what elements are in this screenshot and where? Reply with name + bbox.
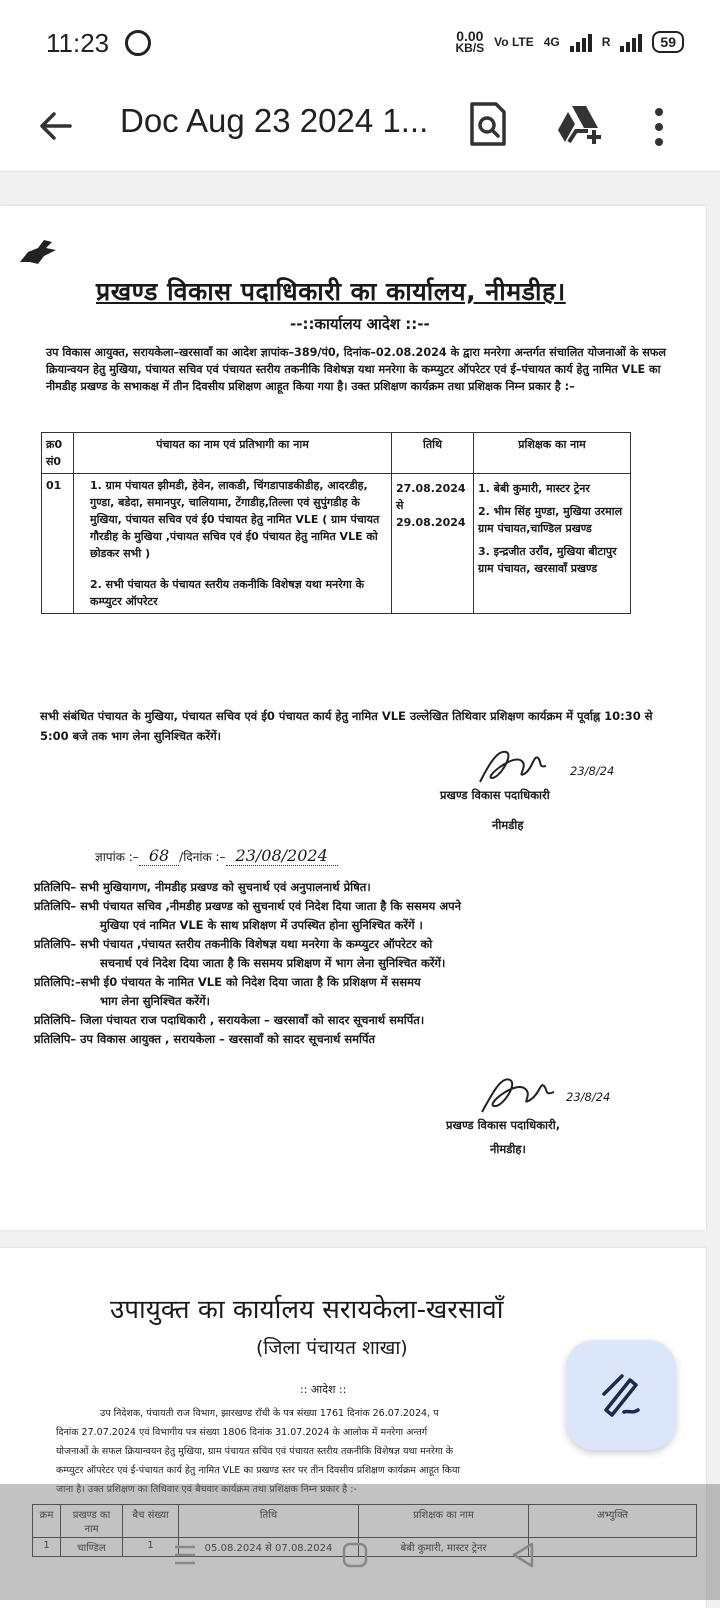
copy-line: प्रतिलिपि– जिला पंचायत राज पदाधिकारी , सरायकेला – खरसावाँ को सादर सूचनार्थ समर्पित।: [34, 1013, 425, 1027]
pen-edit-icon: [600, 1372, 644, 1418]
whatsapp-icon: [125, 30, 151, 56]
back-arrow-icon[interactable]: [36, 106, 76, 146]
intro-line: कम्प्युटर ऑपरेटर एवं ई-पंचायत कार्य हेतु नामित VLE का प्रखण्ड स्तर पर तीन दिवसीय प्रशिक्षण कार्यक्रम आहूत किया: [56, 1465, 460, 1476]
intro-line: उप निदेशक, पंचायती राज विभाग, झारखण्ड राँची के पत्र संख्या 1761 दिनांक 26.07.2024, प: [100, 1408, 439, 1419]
status-time: 11:23: [46, 28, 110, 58]
copy-line: प्रतिलिपि– सभी पंचायत सचिव ,नीमडीह प्रखण्ड को सुचनार्थ एवं निदेश दिया जाता है कि ससमय अपने: [34, 899, 462, 913]
intro-paragraph: उप विकास आयुक्त, सरायकेला–खरसावाँ का आदेश ज्ञापांक–389/पं0, दिनांक–02.08.2024 के द्वारा मनरेगा अन्तर्गत संचालित योजनाओं के सफल क्रियान्वयन हेतु मुखिया, पंचायत सचिव एवं पंचायत स्तरीय तकनीकि विशेषज्ञ यथा मनरेगा के कम्प्युटर ऑपरेटर एवं ई–पंचायत कार्य हेतु नामित VLE का नीमडीह प्रखण्ड के सभाकक्ष में तीन दिवसीय प्रशिक्षण आहूत किया गया है। उक्त प्रशिक्षण कार्यक्रम तथा प्रशिक्षक निम्न प्रकार है :–: [46, 346, 666, 393]
memo-date: 23/08/2024: [226, 846, 338, 866]
participants-1: 1. ग्राम पंचायत झीमडी, हेवेन, लाकडी, चिंगडापाडकीडीह, आदरडीह, गुण्डा, बडेदा, समानपुर, चालियामा, टेंगाडीह,तिल्ला एवं सुपुंगडीह के मुखिया, पंचायत सचिव एवं ई0 पंचायत हेतु नामित VLE ( ग्राम पंचायत गौरडीह के मुखिया ,पंचायत सचिव एवं ई0 पंचायत हेतु नामित VLE को छोडकर सभी ): [90, 479, 380, 560]
trainer-1: 1. बेबी कुमारी, मास्टर ट्रेनर: [478, 482, 590, 495]
document-title: Doc Aug 23 2024 1...: [120, 102, 429, 139]
signatory-place-2: नीमडीह।: [490, 1142, 526, 1156]
trainer-2: 2. भीम सिंह मुण्डा, मुखिया उरमाल ग्राम पंचायत,चाण्डिल प्रखण्ड: [478, 505, 623, 535]
copy-line: भाग लेना सुनिश्चित करेंगें।: [100, 994, 210, 1008]
signatory-2: प्रखण्ड विकास पदाधिकारी,: [446, 1118, 561, 1132]
edit-fab-button[interactable]: [566, 1340, 676, 1450]
col-date: तिथि: [392, 433, 474, 474]
date-from: 27.08.2024: [396, 482, 466, 495]
memo-date-label: /दिनांक :–: [179, 850, 226, 864]
col-batch: बैच संख्या: [123, 1505, 179, 1538]
row-dates: [392, 474, 474, 614]
date-separator: से: [396, 499, 404, 512]
col-serial: क्रम: [33, 1505, 61, 1538]
col-serial: क्र0 सं0: [42, 433, 74, 474]
col-date: तिथि: [179, 1505, 359, 1538]
copy-line: प्रतिलिपि– उप विकास आयुक्त , सरायकेला – खरसावाँ को सादर सूचनार्थ समर्पित: [34, 1032, 376, 1046]
document-page-1: [0, 206, 706, 1230]
cell: बेबी कुमारी, मास्टर ट्रेनर: [359, 1538, 529, 1557]
signatory-place-1: नीमडीह: [492, 818, 524, 832]
training-table: [41, 432, 631, 614]
roaming-label: R: [601, 35, 611, 49]
status-icons: [456, 30, 685, 54]
battery-icon: 59: [652, 31, 684, 53]
intro-line: जाना है। उक्त प्रशिक्षण का तिथिवार एवं बैचवार कार्यक्रम तथा प्रशिक्षक निम्न प्रकार है :-: [56, 1484, 357, 1495]
document-search-icon[interactable]: [466, 100, 510, 148]
branch-title: (जिला पंचायत शाखा): [256, 1337, 408, 1359]
participants-2: 2. सभी पंचायत के पंचायत स्तरीय तकनीकि विशेषज्ञ यथा मनरेगा के कम्प्युटर ऑपरेटर: [90, 578, 365, 608]
signal-1-icon: [570, 32, 592, 52]
col-remarks: अभ्युक्ति: [529, 1505, 697, 1538]
signature-date-2: 23/8/24: [566, 1090, 611, 1104]
memo-label: ज्ञापांक :–: [95, 850, 139, 864]
emblem-mark: [18, 236, 62, 266]
back-nav-icon[interactable]: [508, 1540, 538, 1570]
order-title: --::कार्यालय आदेश ::--: [290, 315, 430, 333]
col-block: प्रखण्ड का नाम: [61, 1505, 123, 1538]
recents-icon[interactable]: [170, 1540, 200, 1570]
copy-line: मुखिया एवं नामित VLE के साथ प्रशिक्षण में उपस्थित होना सुनिश्चित करेंगें ।: [100, 918, 423, 932]
order-title-2: :: आदेश ::: [300, 1383, 347, 1396]
cell: 1: [123, 1538, 179, 1557]
copy-line: प्रतिलिपि– सभी पंचायत ,पंचायत स्तरीय तकनीकि विशेषज्ञ यथा मनरेगा के कम्प्युटर ऑपरेटर को: [34, 937, 433, 951]
office-title-2: उपायुक्त का कार्यालय सरायकेला-खरसावाँ: [110, 1295, 504, 1325]
signature-date-1: 23/8/24: [570, 764, 615, 778]
row-trainers: [474, 474, 631, 614]
trainer-3: 3. इन्द्रजीत उराँव, मुखिया बीटापुर ग्राम पंचायत, खरसावाँ प्रखण्ड: [478, 545, 617, 575]
row-serial: 01: [42, 474, 74, 614]
date-to: 29.08.2024: [396, 516, 466, 529]
row-participants: [74, 474, 392, 614]
volte-icon: Vo LTE: [494, 35, 534, 49]
memo-number: 68: [139, 846, 179, 866]
cell: 1: [33, 1538, 61, 1557]
attendance-note: सभी संबंधित पंचायत के मुखिया, पंचायत सचिव एवं ई0 पंचायत कार्य हेतु नामित VLE उल्लेखित तिथिवार प्रशिक्षण कार्यक्रम में पूर्वाह्न 10:30 से 5:00 बजे तक भाग लेना सुनिश्चित करेंगें।: [40, 709, 653, 743]
intro-line: दिनांक 27.07.2024 एवं विभागीय पत्र संख्या 1806 दिनांक 31.07.2024 के आलोक में मनरेगा अन्तर्ग: [56, 1427, 428, 1438]
signatory-1: प्रखण्ड विकास पदाधिकारी: [440, 788, 550, 802]
more-options-icon[interactable]: [644, 100, 674, 148]
copy-line: सचनार्थ एवं निदेश दिया जाता है कि ससमय प्रशिक्षण में भाग लेना सुनिश्चित करेंगें।: [100, 956, 446, 970]
cell: 05.08.2024 से 07.08.2024: [179, 1538, 359, 1557]
intro-line: योजनाओं के सफल क्रियान्वयन हेतु मुखिया, ग्राम पंचायत सचिव एवं पंचायत स्तरीय तकनीकि विशेषज्ञ यथा मनरेगा के: [56, 1446, 454, 1457]
signal-2-icon: [620, 32, 642, 52]
col-panchayat: पंचायत का नाम एवं प्रतिभागी का नाम: [74, 433, 392, 474]
status-bar: [0, 0, 720, 88]
col-trainer: प्रशिक्षक का नाम: [474, 433, 631, 474]
network-speed: [456, 30, 485, 54]
table-header-row: [42, 433, 631, 474]
speed-unit: KB/S: [455, 41, 485, 55]
copy-line: प्रतिलिपि:–सभी ई0 पंचायत के नामित VLE को निदेश दिया जाता है कि प्रशिक्षण में ससमय: [34, 975, 421, 989]
home-icon[interactable]: [340, 1540, 370, 1570]
copy-list: [34, 878, 654, 1049]
add-to-drive-icon[interactable]: [556, 100, 606, 148]
copy-line: प्रतिलिपि– सभी मुखियागण, नीमडीह प्रखण्ड को सुचनार्थ एवं अनुपालनार्थ प्रेषित।: [34, 880, 371, 894]
cell: चाण्डिल: [61, 1538, 123, 1557]
col-trainer: प्रशिक्षक का नाम: [359, 1505, 529, 1538]
office-title: प्रखण्ड विकास पदाधिकारी का कार्यालय, नीमडीह।: [96, 277, 566, 306]
app-bar: [0, 88, 720, 172]
network-type: 4G: [543, 35, 560, 49]
memo-line: [95, 846, 338, 865]
table-row: [42, 474, 631, 614]
speed-value: 0.00: [456, 28, 484, 44]
